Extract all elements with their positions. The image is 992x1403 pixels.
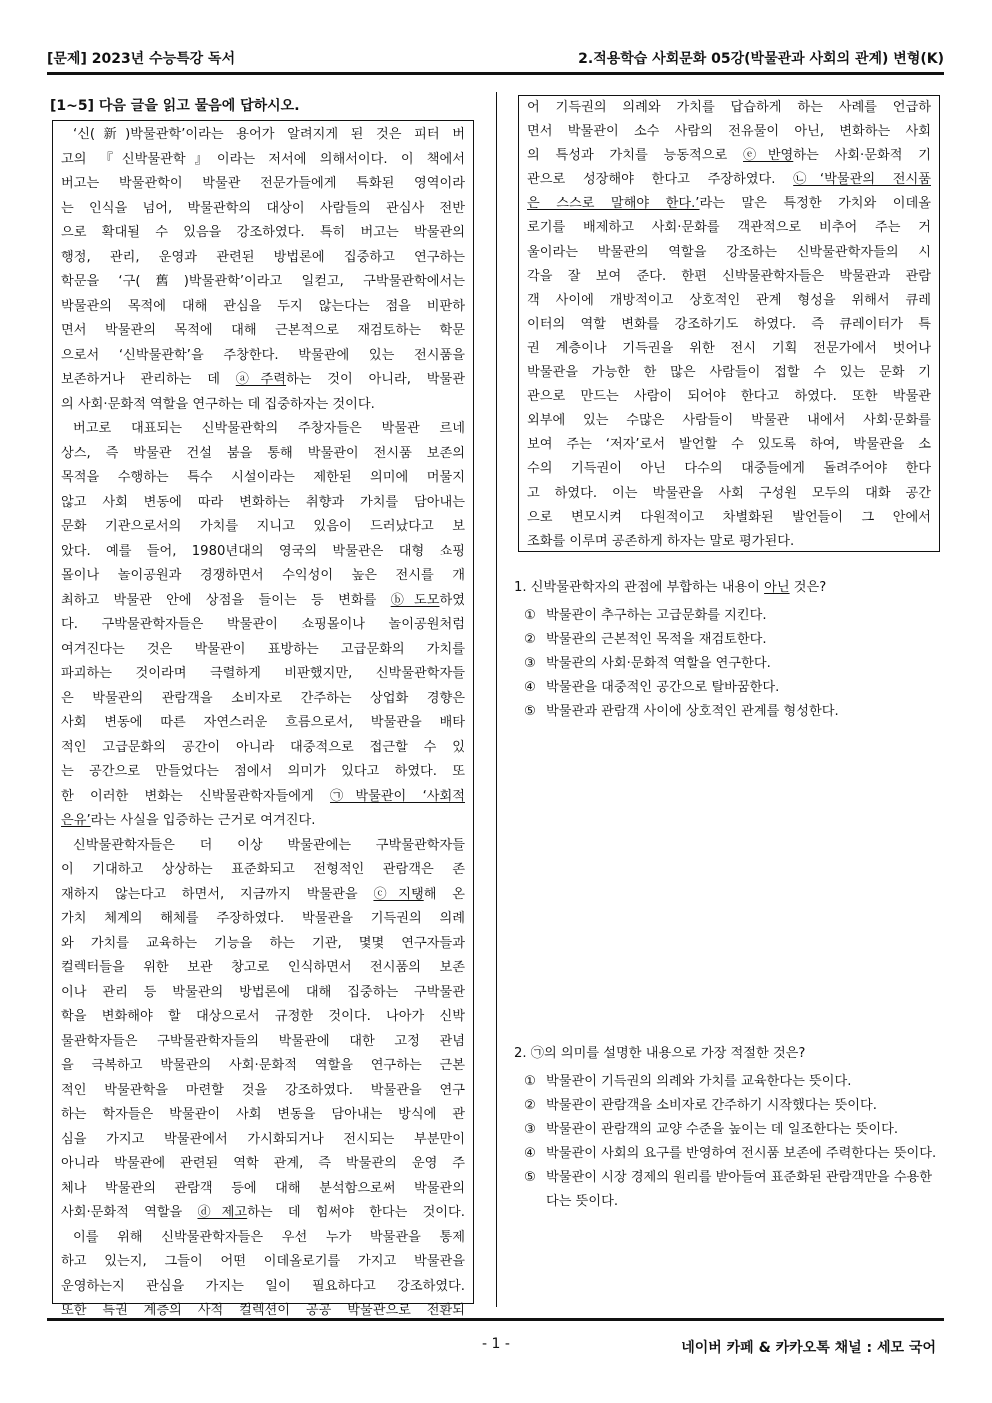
passage-line bbox=[527, 168, 931, 192]
passage-line: 신박물관학자들은 더 이상 박물관에는 구박물관학자들 bbox=[73, 837, 465, 853]
option-text: 박물관과 관람객 사이에 상호적인 관계를 형성한다. bbox=[546, 704, 839, 719]
passage-line: 고의 『신박물관학』이라는 저서에 의해서이다. 이 책에서 bbox=[61, 151, 465, 167]
passage-box-right bbox=[518, 95, 940, 552]
passage-line: 또한 특권 계층의 사적 컬렉션이 공공 박물관으로 전환되 bbox=[61, 1303, 465, 1318]
passage-line: 조화를 이루며 공존하게 하자는 말로 평가된다. bbox=[527, 533, 795, 549]
option-text: 박물관을 대중적인 공간으로 탈바꿈한다. bbox=[546, 680, 780, 695]
answer-option[interactable] bbox=[514, 700, 944, 724]
passage-text: 재하지 않는다고 하면서, 지금까지 박물관을 bbox=[61, 886, 374, 902]
passage-line: 운영하는지 관심을 가지는 일이 필요하다고 강조하였다. bbox=[61, 1278, 465, 1294]
passage-line bbox=[61, 1201, 465, 1226]
answer-option[interactable] bbox=[514, 1094, 944, 1118]
header-left: [문제] 2023년 수능특강 독서 bbox=[47, 51, 236, 67]
passage-line: 체나 박물관의 관람객 등에 대해 분석함으로써 박물관의 bbox=[61, 1180, 465, 1196]
passage-line: 몰이나 놀이공원과 경쟁하면서 수익성이 높은 전시를 개 bbox=[61, 568, 465, 583]
passage-line: 았다. 예를 들어, 1980년대의 영국의 박물관은 대형 쇼핑 bbox=[61, 543, 465, 559]
passage-text: 라는 사실을 입증하는 근거로 여겨진다. bbox=[90, 813, 316, 828]
passage-line bbox=[61, 589, 465, 614]
passage-line: 외부에 있는 수많은 사람들이 박물관 내에서 사회·문화를 bbox=[527, 413, 931, 429]
option-number: ② bbox=[524, 632, 536, 647]
column-divider bbox=[496, 92, 497, 1307]
passage-line: ‘신(新)박물관학’이라는 용어가 알려지게 된 것은 피터 버 bbox=[73, 127, 465, 142]
page-number: - 1 - bbox=[482, 1336, 510, 1352]
passage-line: 아니라 박물관에 관련된 역학 관계, 즉 박물관의 운영 주 bbox=[61, 1156, 465, 1171]
underlined-term: ⓒ지탱 bbox=[373, 886, 424, 902]
footer-rule bbox=[47, 1318, 944, 1321]
question-2-title: 2. ㉠의 의미를 설명한 내용으로 가장 적절한 것은? bbox=[514, 1046, 806, 1061]
answer-option[interactable] bbox=[514, 1166, 944, 1214]
passage-line: 여겨진다는 것은 박물관이 표방하는 고급문화의 가치를 bbox=[61, 641, 465, 657]
passage-line: 을 극복하고 박물관의 사회·문화적 역할을 연구하는 근본 bbox=[61, 1058, 465, 1073]
passage-line: 각을 잘 보여 준다. 한편 신박물관학자들은 박물관과 관람 bbox=[527, 268, 931, 284]
passage-line: 보여 주는 ‘저자’로서 발언할 수 있도록 하여, 박물관을 소 bbox=[527, 437, 931, 453]
answer-option[interactable] bbox=[514, 676, 944, 700]
passage-line: 관으로 만드는 사람이 되어야 한다고 하였다. 또한 박물관 bbox=[527, 389, 931, 405]
answer-option[interactable] bbox=[514, 1142, 944, 1166]
passage-text: 보존하거나 관리하는 데 bbox=[61, 372, 236, 387]
passage-text: 사회·문화적 역할을 bbox=[61, 1205, 198, 1220]
passage-text: 의 특성과 가치를 능동적으로 bbox=[527, 148, 744, 164]
passage-line: 심을 가지고 박물관에서 가시화되거나 전시되는 부분만이 bbox=[61, 1131, 465, 1147]
passage-line: 상스, 즉 박물관 건설 붐을 통해 박물관이 전시품 보존의 bbox=[61, 445, 465, 461]
passage-line bbox=[61, 368, 465, 393]
option-number: ② bbox=[524, 1098, 536, 1113]
passage-line: 면서 박물관의 목적에 대해 근본적으로 재검토하는 학문 bbox=[61, 323, 465, 338]
underlined-term: ㉠박물관이 ‘사회적 bbox=[330, 788, 465, 804]
passage-line: 어 기득권의 의례와 가치를 답습하게 하는 사례를 언급하 bbox=[527, 100, 931, 115]
passage-line: 박물관을 가능한 한 많은 사람들이 접할 수 있는 문화 기 bbox=[527, 365, 931, 381]
question-2-options bbox=[514, 1070, 944, 1214]
answer-option[interactable] bbox=[514, 604, 944, 628]
passage-line: 으로 변모시켜 다원적이고 차별화된 발언들이 그 안에서 bbox=[527, 509, 931, 525]
option-number: ④ bbox=[524, 680, 536, 695]
option-text: 박물관의 사회·문화적 역할을 연구한다. bbox=[546, 656, 771, 671]
underlined-term: ⓔ반영 bbox=[743, 148, 794, 164]
option-number: ⑤ bbox=[524, 1170, 536, 1185]
header-right: 2.적용학습 사회문화 05강(박물관과 사회의 관계) 변형(K) bbox=[578, 51, 944, 67]
passage-text: 관으로 성장해야 한다고 주장하였다. bbox=[527, 172, 794, 188]
passage-line: 이를 위해 신박물관학자들은 우선 누가 박물관을 통제 bbox=[73, 1229, 465, 1245]
passage-line: 이나 관리 등 박물관의 방법론에 대해 집중하는 구박물관 bbox=[61, 984, 465, 1000]
passage-line: 으로 확대될 수 있음을 강조하였다. 특히 버고는 박물관의 bbox=[61, 225, 465, 240]
question-1-emphasis: 아닌 bbox=[764, 580, 790, 595]
passage-line: 박물관의 목적에 대해 관심을 두지 않는다는 점을 비판하 bbox=[61, 298, 465, 314]
instruction: [1~5] 다음 글을 읽고 물음에 답하시오. bbox=[50, 98, 300, 114]
answer-option[interactable] bbox=[514, 1118, 944, 1142]
passage-line: 적인 박물관학을 마련할 것을 강조하였다. 박물관을 연구 bbox=[61, 1082, 465, 1098]
passage-line: 않고 사회 변동에 따라 변화하는 취향과 가치를 담아내는 bbox=[61, 494, 465, 510]
passage-line: 하는 학자들은 박물관이 사회 변동을 담아내는 방식에 관 bbox=[61, 1107, 465, 1122]
option-text: 박물관이 관람객의 교양 수준을 높이는 데 일조한다는 뜻이다. bbox=[546, 1122, 899, 1137]
option-number: ⑤ bbox=[524, 704, 536, 719]
passage-line: 파괴하는 것이라며 극렬하게 비판했지만, 신박물관학자들 bbox=[61, 666, 465, 681]
underlined-term: ⓑ도모 bbox=[390, 592, 440, 608]
question-1-title-pre: 1. 신박물관학자의 관점에 부합하는 내용이 bbox=[514, 580, 765, 595]
footer-credit: 네이버 카페 & 카카오톡 채널 : 세모 국어 bbox=[681, 1340, 936, 1356]
passage-line: 학을 변화해야 할 대상으로서 규정한 것이다. 나아가 신박 bbox=[61, 1009, 465, 1024]
answer-option[interactable] bbox=[514, 652, 944, 676]
passage-text: 라는 말은 특정한 가치와 이데올 bbox=[699, 196, 931, 212]
passage-text: 하는 사회·문화적 기 bbox=[793, 148, 931, 164]
passage-line: 물관학자들은 구박물관학자들의 박물관에 대한 고정 관념 bbox=[61, 1033, 465, 1049]
passage-line: 다. 구박물관학자들은 박물관이 쇼핑몰이나 놀이공원처럼 bbox=[61, 617, 465, 632]
passage-line: 은 박물관의 관람객을 소비자로 간주하는 상업화 경향은 bbox=[61, 690, 465, 706]
option-text: 박물관이 기득권의 의례와 가치를 교육한다는 뜻이다. bbox=[546, 1074, 852, 1089]
underlined-term: ⓓ제고 bbox=[197, 1205, 248, 1220]
passage-line: 학문을 ‘구(舊)박물관학’이라고 일컫고, 구박물관학에서는 bbox=[61, 274, 465, 289]
passage-text: 하였 bbox=[439, 592, 465, 608]
passage-text: 하는 것이 아니라, 박물관 bbox=[286, 372, 465, 387]
underlined-term: 은 스스로 말해야 한다.’ bbox=[527, 196, 700, 212]
option-text: 박물관이 사회의 요구를 반영하여 전시품 보존에 주력한다는 뜻이다. bbox=[546, 1146, 937, 1161]
passage-line: 이 기대하고 상상하는 표준화되고 전형적인 관람객은 존 bbox=[61, 862, 465, 877]
passage-text: 해 온 bbox=[423, 886, 465, 902]
passage-line: 가치 체계의 해체를 주장하였다. 박물관을 기득권의 의례 bbox=[61, 911, 465, 926]
passage-line bbox=[61, 785, 465, 810]
passage-line: 는 공간으로 만들었다는 점에서 의미가 있다고 하였다. 또 bbox=[61, 764, 465, 779]
passage-line bbox=[527, 192, 931, 216]
passage-line: 으로서 ‘신박물관학’을 주창한다. 박물관에 있는 전시품을 bbox=[61, 347, 465, 363]
passage-line: 사회 변동에 따른 자연스러운 흐름으로서, 박물관을 배타 bbox=[61, 715, 465, 730]
option-number: ④ bbox=[524, 1146, 536, 1161]
passage-line: 적인 고급문화의 공간이 아니라 대중적으로 접근할 수 있 bbox=[61, 739, 465, 755]
passage-line: 권 계층이나 기득권을 위한 전시 기획 전문가에서 벗어나 bbox=[527, 340, 931, 356]
question-1-title bbox=[514, 576, 944, 600]
passage-line: 이터의 역할 변화를 강조하기도 하였다. 즉 큐레이터가 특 bbox=[527, 316, 931, 332]
option-number: ③ bbox=[524, 656, 536, 671]
passage-line: 는 인식을 넘어, 박물관학의 대상이 사람들의 관심사 전반 bbox=[61, 200, 465, 216]
passage-line bbox=[61, 809, 465, 834]
passage-line bbox=[61, 883, 465, 908]
underlined-term: ㉡‘박물관의 전시품 bbox=[793, 172, 931, 188]
passage-line: 행정, 관리, 운영과 관련된 방법론에 집중하고 연구하는 bbox=[61, 249, 465, 265]
passage-line: 울이라는 박물관의 역할을 강조하는 신박물관학자들의 시 bbox=[527, 244, 931, 260]
option-text: 박물관이 시장 경제의 원리를 받아들여 표준화된 관람객만을 수용한다는 뜻이다. bbox=[546, 1170, 933, 1209]
answer-option[interactable] bbox=[514, 1070, 944, 1094]
passage-box-left bbox=[52, 120, 474, 1318]
question-2 bbox=[514, 1042, 944, 1214]
passage-line: 와 가치를 교육하는 기능을 하는 기관, 몇몇 연구자들과 bbox=[61, 935, 465, 951]
passage-line: 객 사이에 개방적이고 상호적인 관계 형성을 위해서 큐레 bbox=[527, 292, 931, 308]
option-number: ① bbox=[524, 1074, 536, 1089]
option-number: ③ bbox=[524, 1122, 536, 1137]
passage-line: 하고 있는지, 그들이 어떤 이데올로기를 가지고 박물관을 bbox=[61, 1254, 465, 1269]
passage-line: 버고는 박물관학이 박물관 전문가들에게 특화된 영역이라 bbox=[61, 176, 465, 191]
option-text: 박물관이 관람객을 소비자로 간주하기 시작했다는 뜻이다. bbox=[546, 1098, 877, 1113]
passage-line: 로기를 배제하고 사회·문화를 객관적으로 비추어 주는 거 bbox=[527, 220, 931, 236]
passage-line: 버고로 대표되는 신박물관학의 주창자들은 박물관 르네 bbox=[73, 421, 465, 436]
underlined-term: ⓐ주력 bbox=[235, 372, 287, 387]
header-rule bbox=[47, 72, 944, 75]
passage-text: 한 이러한 변화는 신박물관학자들에게 bbox=[61, 788, 331, 804]
passage-text: 하는 데 힘써야 한다는 것이다. bbox=[247, 1205, 465, 1220]
option-text: 박물관의 근본적인 목적을 재검토한다. bbox=[546, 632, 767, 647]
passage-line: 면서 박물관이 소수 사람의 전유물이 아닌, 변화하는 사회 bbox=[527, 124, 931, 140]
passage-line: 목적을 수행하는 특수 시설이라는 제한된 의미에 머물지 bbox=[61, 470, 465, 485]
passage-line bbox=[527, 144, 931, 168]
passage-line: 수의 기득권이 아닌 다수의 대중들에게 돌려주어야 한다 bbox=[527, 461, 931, 477]
passage-line: 컬렉터들을 위한 보관 창고로 인식하면서 전시품의 보존 bbox=[61, 960, 465, 975]
passage-text: 최하고 박물관 안에 상점을 들이는 등 변화를 bbox=[61, 592, 391, 608]
answer-option[interactable] bbox=[514, 628, 944, 652]
question-1-options bbox=[514, 604, 944, 724]
option-text: 박물관이 추구하는 고급문화를 지킨다. bbox=[546, 608, 767, 623]
question-1-title-post: 것은? bbox=[789, 580, 827, 595]
underlined-term: 은유’ bbox=[61, 813, 91, 828]
passage-line: 고 하였다. 이는 박물관을 사회 구성원 모두의 대화 공간 bbox=[527, 485, 931, 501]
option-number: ① bbox=[524, 608, 536, 623]
question-1 bbox=[514, 576, 944, 724]
passage-line: 문화 기관으로서의 가치를 지니고 있음이 드러났다고 보 bbox=[61, 519, 465, 534]
passage-line: 의 사회·문화적 역할을 연구하는 데 집중하자는 것이다. bbox=[61, 396, 375, 412]
